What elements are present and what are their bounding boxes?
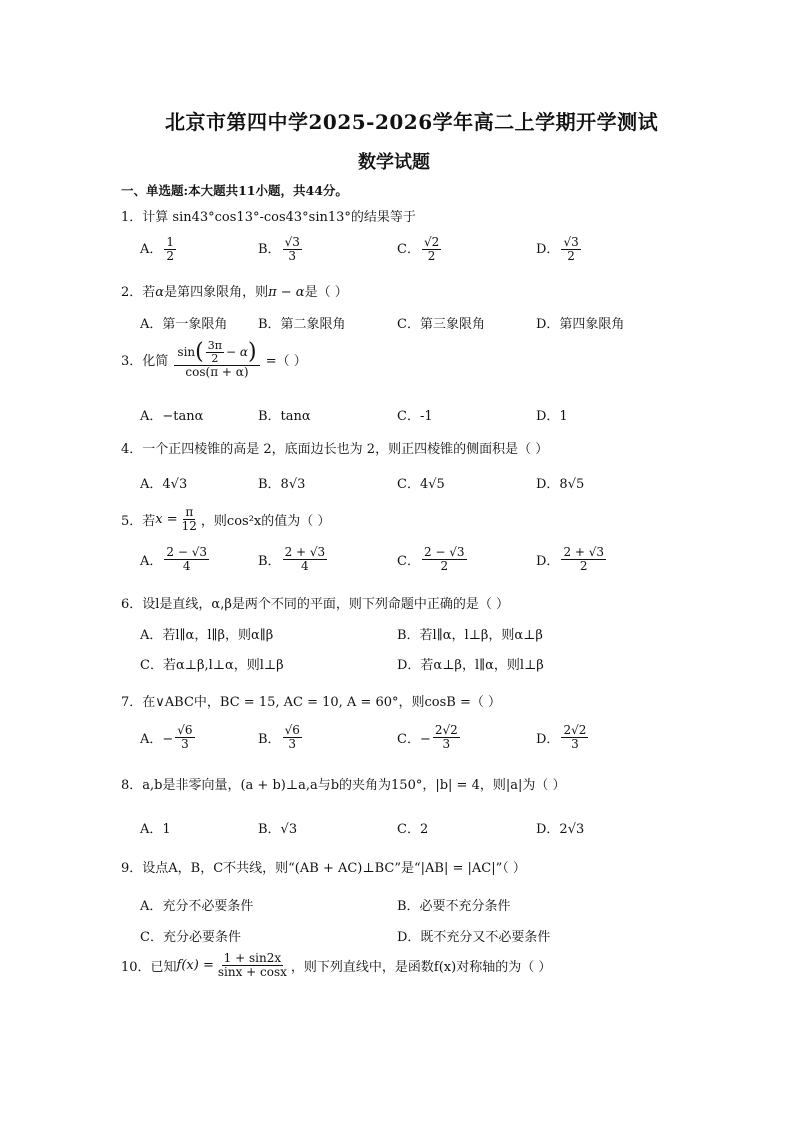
question-8-option-a: A．1 <box>140 822 171 837</box>
question-6-option-d: D．若α⊥β，l∥α，则l⊥β <box>397 658 544 673</box>
question-3-option-d: D．1 <box>536 409 568 424</box>
question-7-option-a: A．− $\frac{√6}{3}$ <box>140 723 193 752</box>
question-9-option-a: A．充分不必要条件 <box>140 899 254 914</box>
question-1-option-c: C． $\frac{√2}{2}$ <box>397 235 440 264</box>
question-10-stem: 10．已知f(x) = $\frac{1 + \sin 2x}{\sin x + \cos x}$ ，则下列直线中，是函数f(x)对称轴的为（ ） <box>121 951 552 980</box>
question-4-option-b: B．8√3 <box>258 477 306 492</box>
question-4-option-a: A．4√3 <box>140 477 188 492</box>
question-7-option-d: D． $\frac{2√2}{3}$ <box>536 723 587 752</box>
question-5-option-d: D． $\frac{2 + √3}{2}$ <box>536 545 605 574</box>
question-8-option-d: D．2√3 <box>536 822 585 837</box>
question-3-option-a: A．−tanα <box>140 409 204 424</box>
question-5-option-c: C． $\frac{2 - √3}{2}$ <box>397 545 465 574</box>
exam-title: 北京市第四中学2025-2026学年高二上学期开学测试 <box>165 110 659 134</box>
question-8-option-c: C．2 <box>397 822 429 837</box>
question-8-option-b: B．√3 <box>258 822 298 837</box>
question-4-option-c: C．4√5 <box>397 477 445 492</box>
question-2-option-c: C．第三象限角 <box>397 317 485 332</box>
question-3-option-b: B．tanα <box>258 409 311 424</box>
question-1-stem: 1．计算 sin43°cos13°-cos43°sin13°的结果等于 <box>121 210 416 225</box>
question-6-option-c: C．若α⊥β,l⊥α，则l⊥β <box>140 658 284 673</box>
question-6-option-b: B．若l∥α，l⊥β，则α⊥β <box>397 628 543 643</box>
question-7-stem: 7．在∨ABC中，BC = 15, AC = 10, A = 60°，则cosB =（ ） <box>121 695 501 710</box>
question-5-option-b: B． $\frac{2 + √3}{4}$ <box>258 545 326 574</box>
question-4-stem: 4．一个正四棱锥的高是 2，底面边长也为 2，则正四棱锥的侧面积是（ ） <box>121 442 549 457</box>
question-6-stem: 6．设l是直线，α,β是两个不同的平面，则下列命题中正确的是（ ） <box>121 597 509 612</box>
question-9-option-c: C．充分必要条件 <box>140 930 241 945</box>
question-7-option-c: C．− $\frac{2√2}{3}$ <box>397 723 458 752</box>
question-2-stem: 2．若α是第四象限角，则π − α是（ ） <box>121 285 348 300</box>
question-3-stem: 3．化简 sin( $\frac{3\pi}{2}$ − α) cos(π + α) =（ ） <box>121 339 307 380</box>
question-4-option-d: D．8√5 <box>536 477 585 492</box>
question-2-option-d: D．第四象限角 <box>536 317 625 332</box>
question-7-option-b: B． $\frac{√6}{3}$ <box>258 723 300 752</box>
question-1-option-b: B． $\frac{√3}{3}$ <box>258 235 300 264</box>
question-2-option-a: A．第一象限角 <box>140 317 228 332</box>
question-5-stem: 5．若x = $\frac{\pi}{12}$ ，则cos²x的值为（ ） <box>121 505 331 534</box>
question-8-stem: 8．a,b是非零向量，(a + b)⊥a,a与b的夹角为150°，|b| = 4，则|a|为（ ） <box>121 778 566 793</box>
question-9-stem: 9．设点A，B，C不共线，则“(AB + AC)⊥BC”是“|AB| = |AC|”（ ） <box>121 861 526 876</box>
question-1-option-d: D． $\frac{√3}{2}$ <box>536 235 579 264</box>
question-5-option-a: A． $\frac{2 - √3}{4}$ <box>140 545 207 574</box>
question-6-option-a: A．若l∥α，l∥β，则α∥β <box>140 628 274 643</box>
exam-subtitle: 数学试题 <box>358 152 430 173</box>
question-9-option-d: D．既不充分又不必要条件 <box>397 930 551 945</box>
question-1-option-a: A． $\frac{1}{2}$ <box>140 235 175 264</box>
question-9-option-b: B．必要不充分条件 <box>397 899 511 914</box>
question-3-option-c: C．-1 <box>397 409 433 424</box>
section-heading: 一、单选题:本大题共11小题，共44分。 <box>121 183 348 198</box>
question-2-option-b: B．第二象限角 <box>258 317 346 332</box>
